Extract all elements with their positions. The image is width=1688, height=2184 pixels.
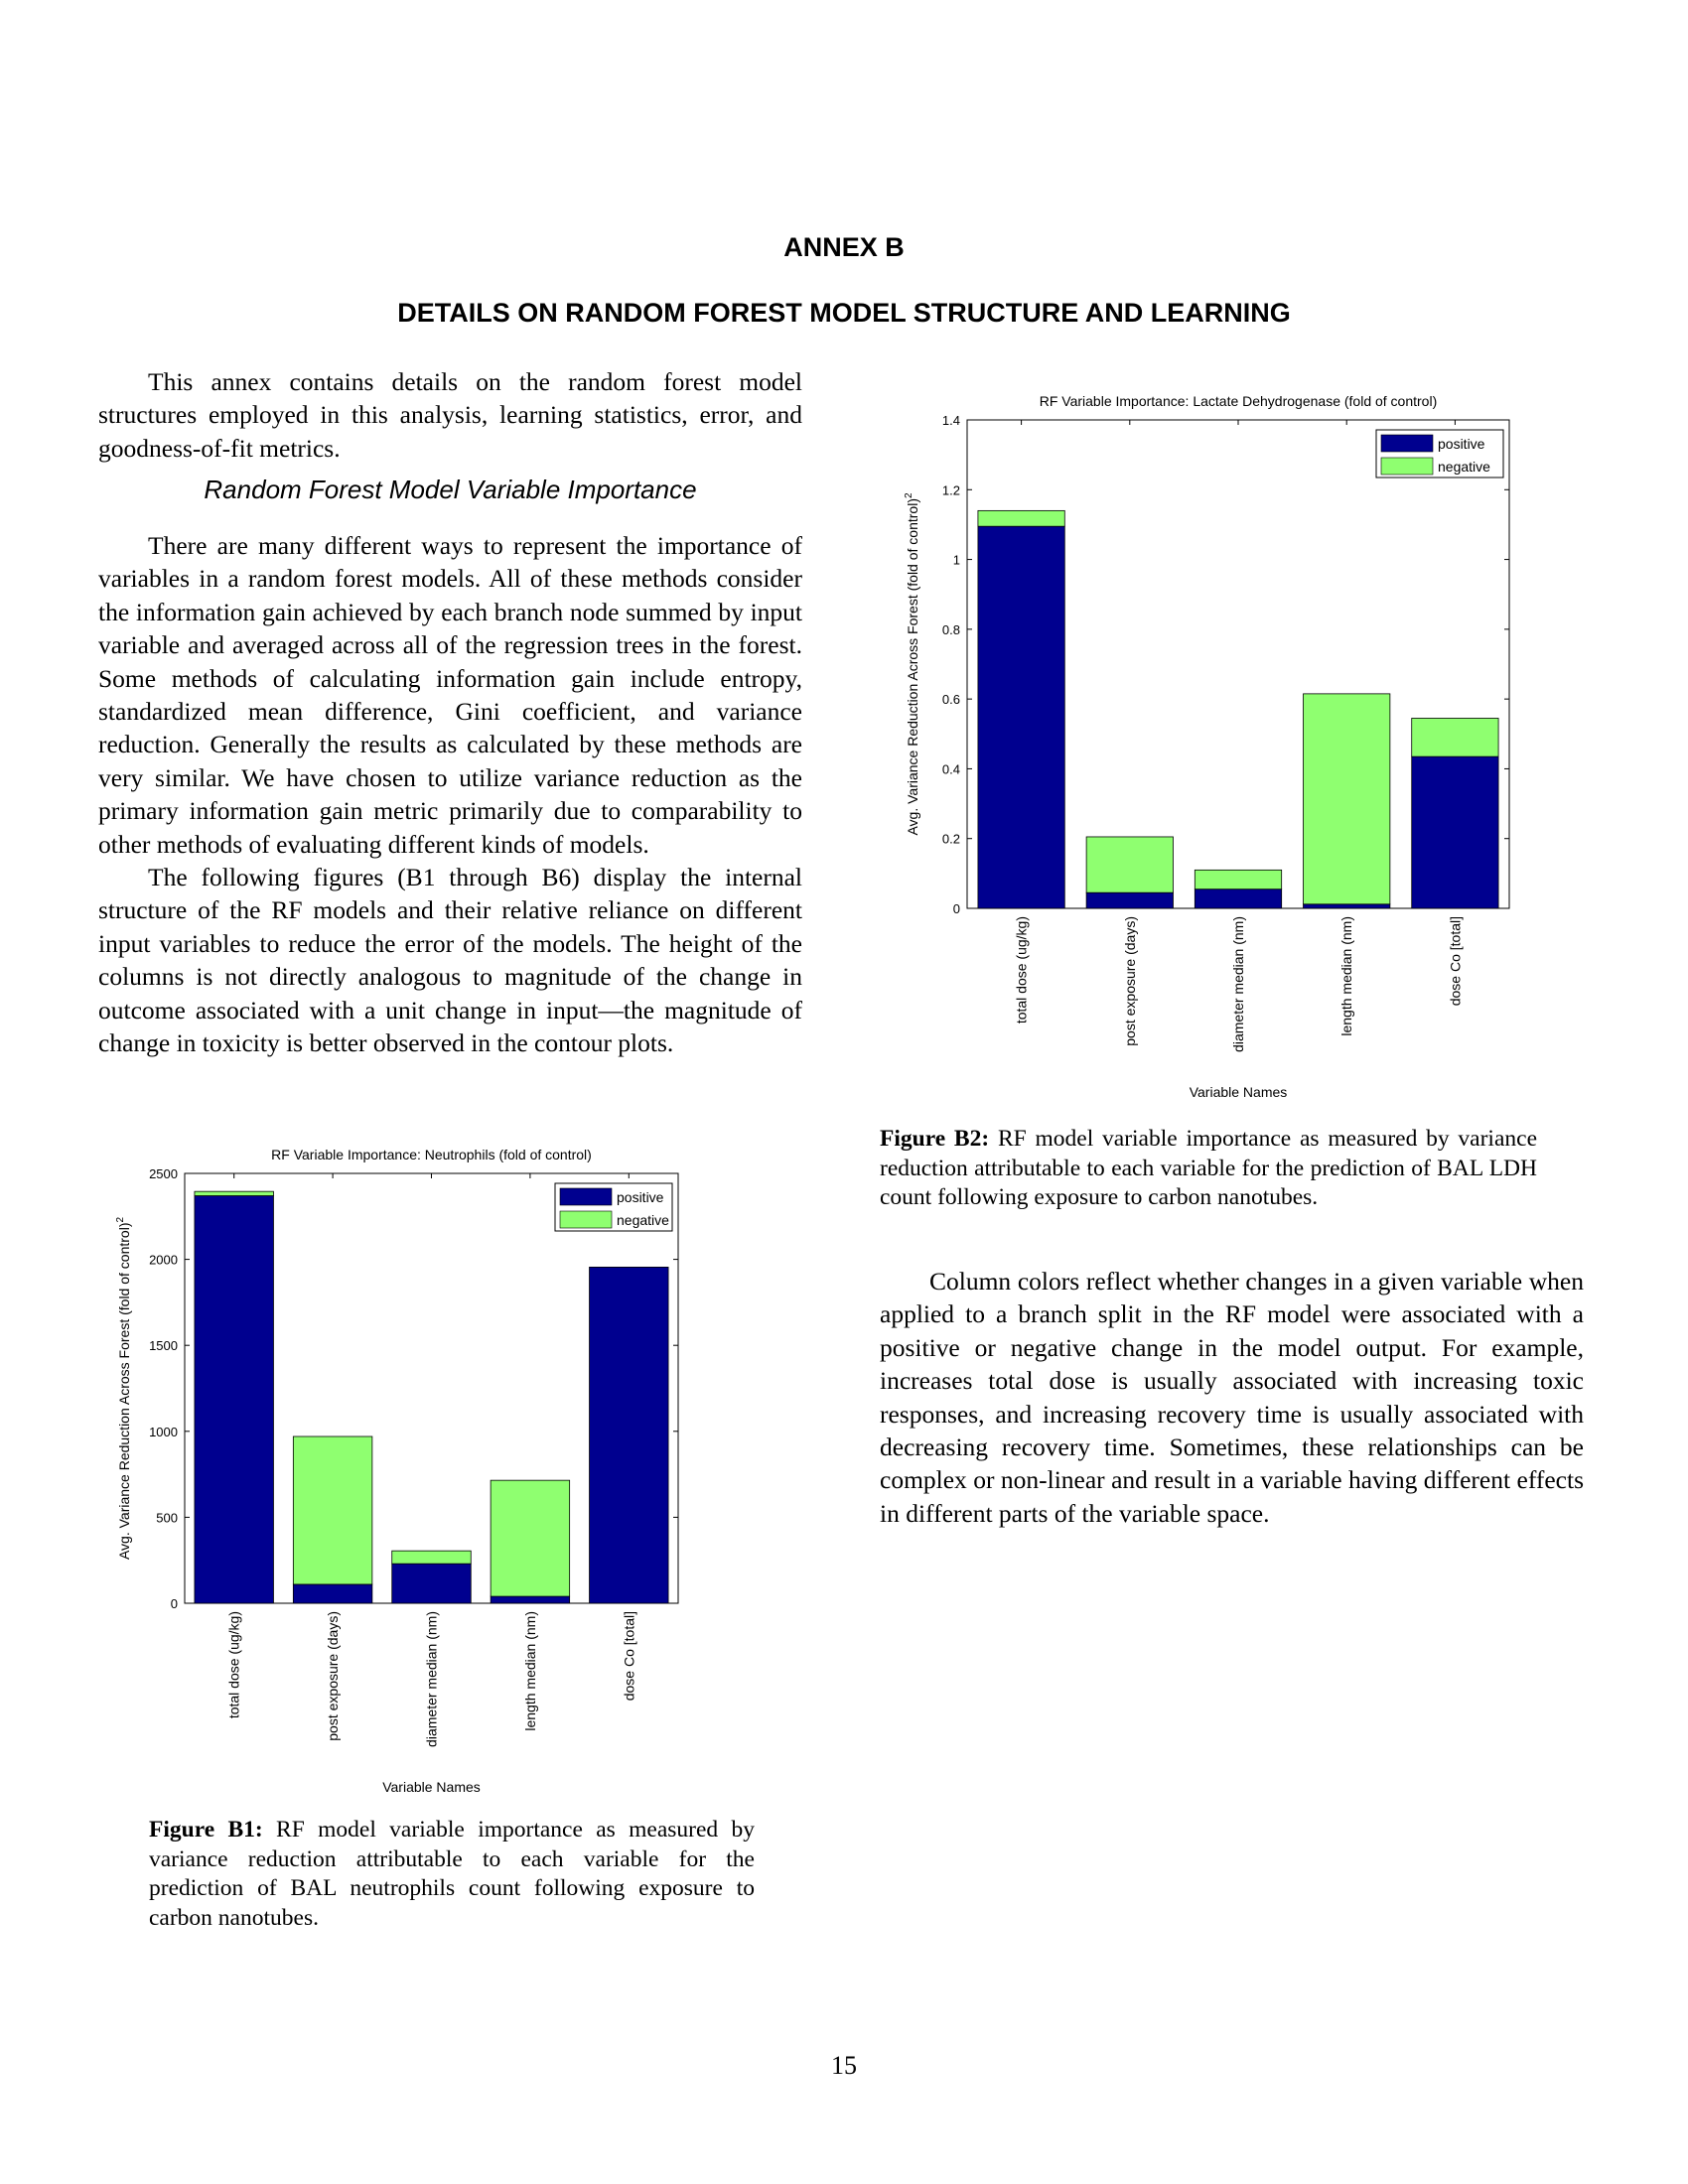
bar-negative (1195, 870, 1281, 888)
bar-positive (1304, 904, 1390, 908)
bar-positive (978, 526, 1064, 908)
y-tick-label: 1 (952, 552, 960, 568)
x-tick-label: length median (nm) (1338, 916, 1355, 1036)
legend-label-negative: negative (1438, 459, 1490, 475)
x-tick-label: dose Co [total] (621, 1611, 637, 1702)
bar-positive (491, 1596, 570, 1603)
figure-b1-label: Figure B1: (149, 1817, 263, 1843)
column-colors-text: Column colors reflect whether changes in a given variable when applied to a branch split in the RF model were associated with a positive or negative change in the model output. For example, increases total dose is usually associated with increasing toxic responses, and increasing recovery time is usually associated with decreasing recovery time. Sometimes, these relationships can be complex or non-linear and result in a variable having different effects in different parts of the variable space. (880, 1267, 1584, 1528)
y-tick-label: 500 (156, 1510, 178, 1526)
y-tick-label: 1000 (149, 1424, 178, 1439)
bar-positive (293, 1584, 372, 1603)
intro-paragraph (98, 365, 802, 465)
chart-b2-ldh-variable-importance (894, 382, 1539, 1117)
legend-swatch-negative (1381, 458, 1433, 475)
x-axis-label: Variable Names (382, 1779, 481, 1795)
paragraph-importance-methods: There are many different ways to represent the importance of variables in a random forest models. All of these methods consider the information gain achieved by each branch node summed by input variable and averaged across all of the regression trees in the forest. Some methods of calculating information gain include entropy, standardized mean difference, Gini coefficient, and variance reduction. Generally the results as calculated by these methods are very similar. We have chosen to utilize variance reduction as the primary information gain metric primarily due to comparability to other methods of evaluating different kinds of models. (98, 531, 802, 859)
y-tick-label: 0.4 (941, 761, 960, 777)
chart-title: RF Variable Importance: Neutrophils (fold of control) (271, 1147, 592, 1162)
figure-b1-caption (149, 1816, 755, 1933)
y-tick-label: 1.4 (941, 413, 960, 428)
legend (1376, 430, 1503, 478)
y-axis-label: Avg. Variance Reduction Across Forest (fold of control)$^2$ (115, 1216, 132, 1561)
legend-label-positive: positive (617, 1189, 664, 1205)
bar-negative (293, 1436, 372, 1584)
y-tick-label: 0 (170, 1596, 178, 1611)
bar-negative (392, 1551, 472, 1564)
figure-b2-caption (880, 1125, 1537, 1213)
bar-negative (491, 1480, 570, 1596)
intro-text: This annex contains details on the random forest model structures employed in this analysis, learning statistics, error, and goodness-of-fit metrics. (98, 367, 802, 463)
y-tick-label: 1500 (149, 1338, 178, 1354)
x-tick-label: diameter median (nm) (423, 1611, 440, 1747)
figure-b1-text: RF model variable importance as measured by variance reduction attributable to each variable for the prediction of BAL neutrophils count following exposure to carbon nanotubes. (149, 1817, 755, 1931)
x-tick-label: total dose (ug/kg) (225, 1611, 242, 1719)
y-axis-label: Avg. Variance Reduction Across Forest (fold of control)$^2$ (904, 492, 920, 836)
bar-positive (1195, 889, 1281, 908)
right-column-paragraph (880, 1265, 1584, 1530)
x-tick-label: post exposure (days) (1121, 916, 1138, 1046)
y-tick-label: 1.2 (941, 482, 960, 498)
annex-label: ANNEX B (783, 232, 905, 262)
x-tick-label: total dose (ug/kg) (1013, 916, 1030, 1024)
y-tick-label: 0 (952, 901, 960, 916)
bar-positive (1086, 892, 1173, 908)
x-tick-label: post exposure (days) (325, 1611, 342, 1741)
figure-b2-label: Figure B2: (880, 1126, 990, 1152)
chart-b1-neutrophils-variable-importance (107, 1139, 703, 1814)
y-tick-label: 0.2 (941, 831, 960, 847)
y-tick-label: 0.6 (941, 692, 960, 708)
y-tick-label: 0.8 (941, 621, 960, 637)
chart-title: RF Variable Importance: Lactate Dehydrogenase (fold of control) (1039, 393, 1438, 409)
body-paragraphs (98, 529, 802, 1060)
legend-swatch-negative (560, 1211, 612, 1228)
paragraph-figures-description: The following figures (B1 through B6) display the internal structure of the RF models and their relative reliance on different input variables to reduce the error of the models. The height of the columns is not directly analogous to magnitude of the change in outcome associated with a unit change in input—the magnitude of change in toxicity is better observed in the contour plots. (98, 863, 802, 1058)
legend-swatch-positive (1381, 435, 1433, 452)
bar-positive (590, 1267, 669, 1603)
x-tick-label: length median (nm) (521, 1611, 538, 1731)
legend-label-negative: negative (617, 1212, 669, 1228)
legend-label-positive: positive (1438, 436, 1485, 452)
bar-positive (1412, 756, 1498, 908)
annex-title: DETAILS ON RANDOM FOREST MODEL STRUCTURE AND LEARNING (397, 298, 1291, 328)
y-tick-label: 2500 (149, 1166, 178, 1181)
x-tick-label: diameter median (nm) (1230, 916, 1246, 1052)
x-axis-label: Variable Names (1189, 1084, 1288, 1100)
bar-negative (1086, 837, 1173, 892)
y-tick-label: 2000 (149, 1252, 178, 1268)
bar-positive (195, 1196, 274, 1603)
x-tick-label: dose Co [total] (1447, 916, 1464, 1007)
bar-negative (978, 510, 1064, 526)
section-heading: Random Forest Model Variable Importance (204, 475, 697, 504)
legend (555, 1183, 672, 1231)
bar-negative (1304, 694, 1390, 904)
page-number: 15 (831, 2051, 857, 2080)
bar-negative (195, 1191, 274, 1195)
figure-b2-text: RF model variable importance as measured by variance reduction attributable to each variable for the prediction of BAL LDH count following exposure to carbon nanotubes. (880, 1126, 1538, 1210)
bar-positive (392, 1564, 472, 1603)
bar-negative (1412, 718, 1498, 756)
legend-swatch-positive (560, 1188, 612, 1205)
